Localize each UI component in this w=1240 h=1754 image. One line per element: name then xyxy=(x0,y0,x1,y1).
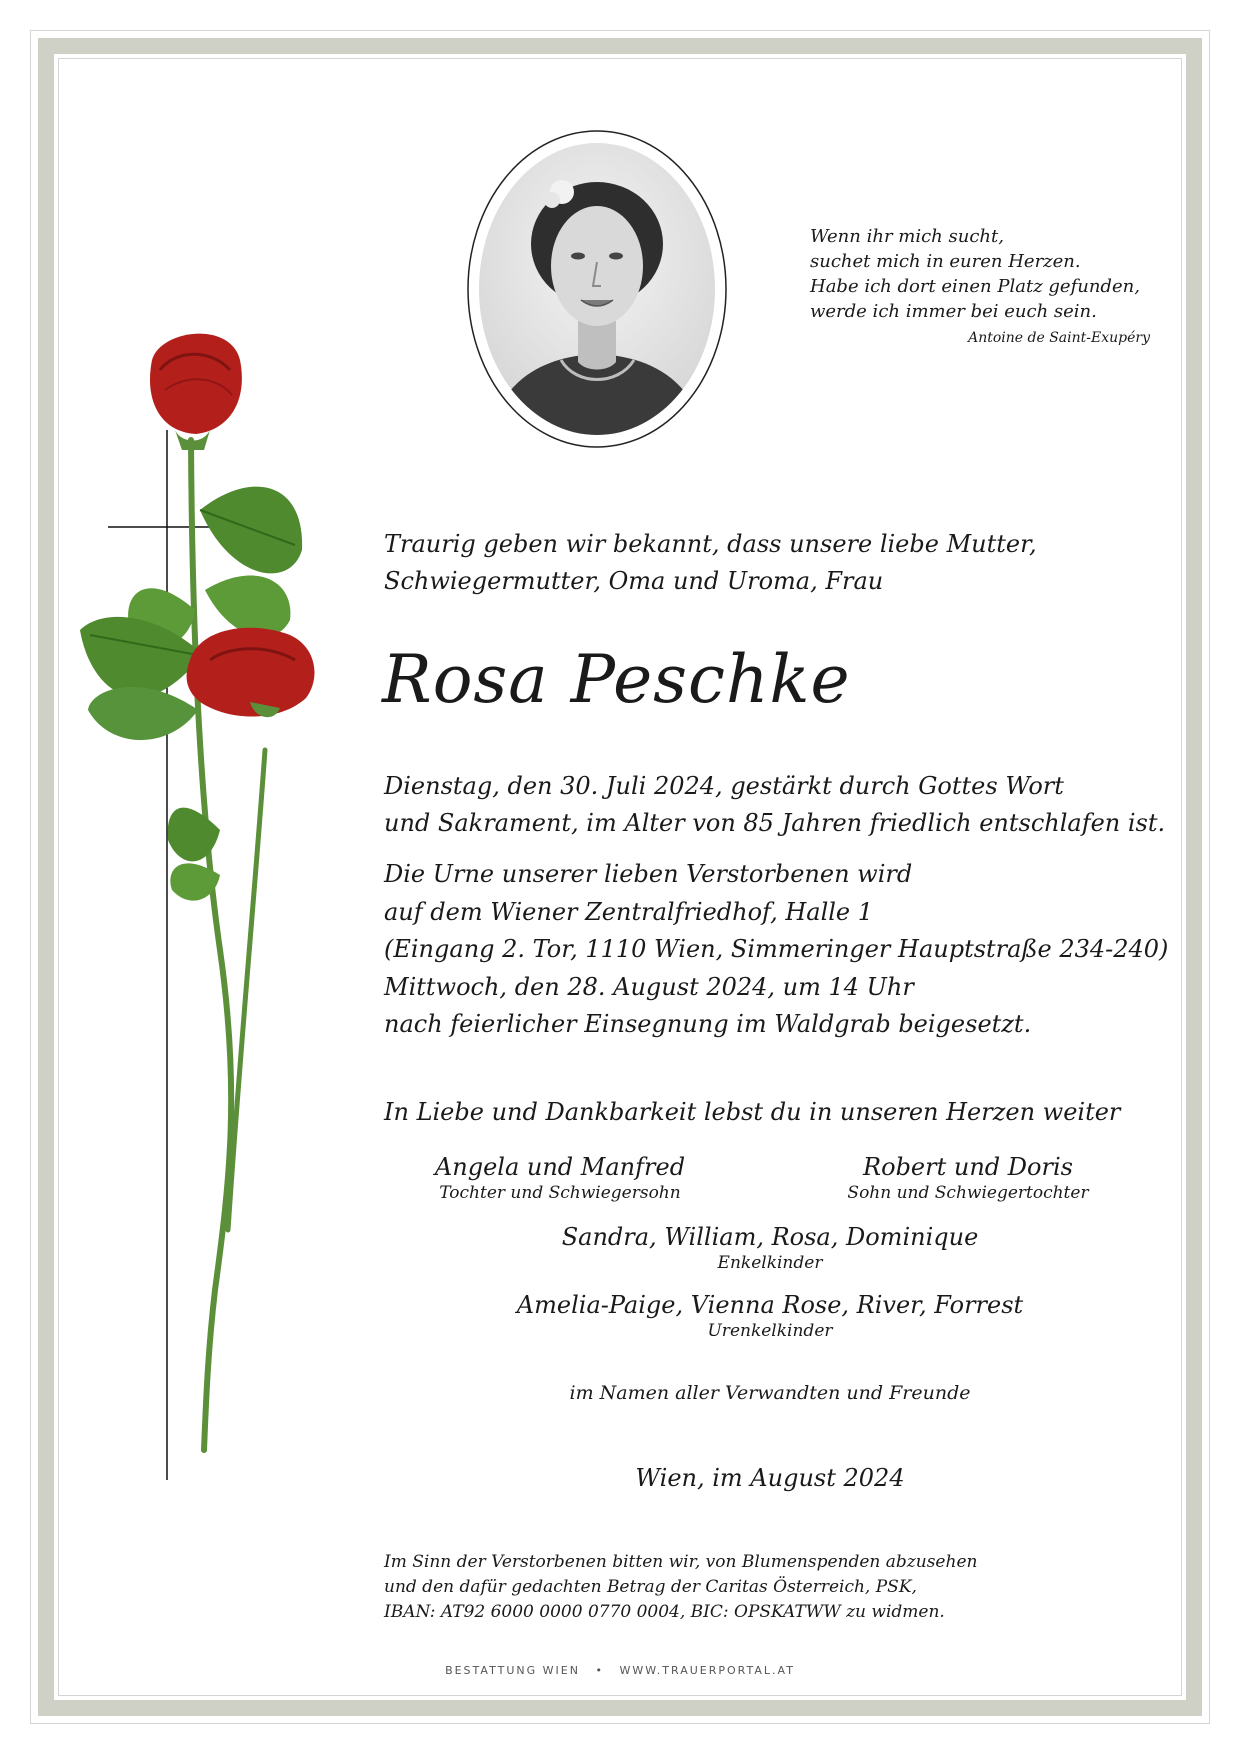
quote-line: Wenn ihr mich sucht, xyxy=(810,226,1004,247)
death-line: und Sakrament, im Alter von 85 Jahren friedlich entschlafen ist. xyxy=(384,809,1166,837)
remembrance-line: In Liebe und Dankbarkeit lebst du in unseren Herzen weiter xyxy=(384,1098,1121,1126)
burial-line: Mittwoch, den 28. August 2024, um 14 Uhr xyxy=(384,972,914,1001)
mourner-entry xyxy=(520,1222,1020,1274)
footer-company: BESTATTUNG WIEN xyxy=(445,1664,580,1677)
mourner-names: Amelia-Paige, Vienna Rose, River, Forrest xyxy=(516,1291,1024,1319)
mourner-relation: Urenkelkinder xyxy=(707,1321,833,1341)
quote-block xyxy=(810,224,1170,351)
mourner-entry xyxy=(412,1152,708,1204)
quote-author: Antoine de Saint-Exupéry xyxy=(968,330,1150,346)
place-date: Wien, im August 2024 xyxy=(635,1464,905,1492)
donation-line: und den dafür gedachten Betrag der Caritas Österreich, PSK, xyxy=(384,1577,917,1597)
burial-line: nach feierlicher Einsegnung im Waldgrab beigesetzt. xyxy=(384,1010,1032,1038)
intro-line: Schwiegermutter, Oma und Uroma, Frau xyxy=(384,567,884,595)
mourner-names: Angela und Manfred xyxy=(434,1153,686,1181)
rose-decoration xyxy=(80,330,380,1500)
quote-line: werde ich immer bei euch sein. xyxy=(810,301,1097,322)
mourner-relation: Sohn und Schwiegertochter xyxy=(847,1183,1089,1203)
intro-line: Traurig geben wir bekannt, dass unsere liebe Mutter, xyxy=(384,530,1037,558)
death-line: Dienstag, den 30. Juli 2024, gestärkt durch Gottes Wort xyxy=(384,772,1064,800)
mourner-entry xyxy=(818,1152,1118,1204)
mourner-names: Sandra, William, Rosa, Dominique xyxy=(561,1223,979,1251)
donation-line: IBAN: AT92 6000 0000 0770 0004, BIC: OPSKATWW zu widmen. xyxy=(384,1602,945,1622)
donation-note xyxy=(384,1550,1164,1625)
quote-line: Habe ich dort einen Platz gefunden, xyxy=(810,276,1140,297)
mourner-names: Robert und Doris xyxy=(863,1153,1073,1181)
donation-line: Im Sinn der Verstorbenen bitten wir, von Blumenspenden abzusehen xyxy=(384,1552,978,1572)
mourner-entry xyxy=(500,1290,1040,1342)
deceased-name: Rosa Peschke xyxy=(382,641,851,718)
mourner-relation: Enkelkinder xyxy=(717,1253,823,1273)
death-notice xyxy=(384,768,1166,842)
quote-line: suchet mich in euren Herzen. xyxy=(810,251,1081,272)
portrait-photo xyxy=(466,128,728,450)
burial-line: Die Urne unserer lieben Verstorbenen wird xyxy=(384,860,913,888)
footer xyxy=(0,1664,1240,1677)
burial-line: (Eingang 2. Tor, 1110 Wien, Simmeringer Hauptstraße 234-240) xyxy=(384,935,1169,963)
rose-icon xyxy=(80,334,314,1450)
relatives-line: im Namen aller Verwandten und Freunde xyxy=(569,1382,971,1404)
footer-separator: • xyxy=(595,1664,604,1677)
footer-website: WWW.TRAUERPORTAL.AT xyxy=(619,1664,795,1677)
burial-details xyxy=(384,856,1169,1044)
burial-line: auf dem Wiener Zentralfriedhof, Halle 1 xyxy=(384,897,874,926)
intro-text xyxy=(384,526,1144,600)
mourner-relation: Tochter und Schwiegersohn xyxy=(439,1183,681,1203)
